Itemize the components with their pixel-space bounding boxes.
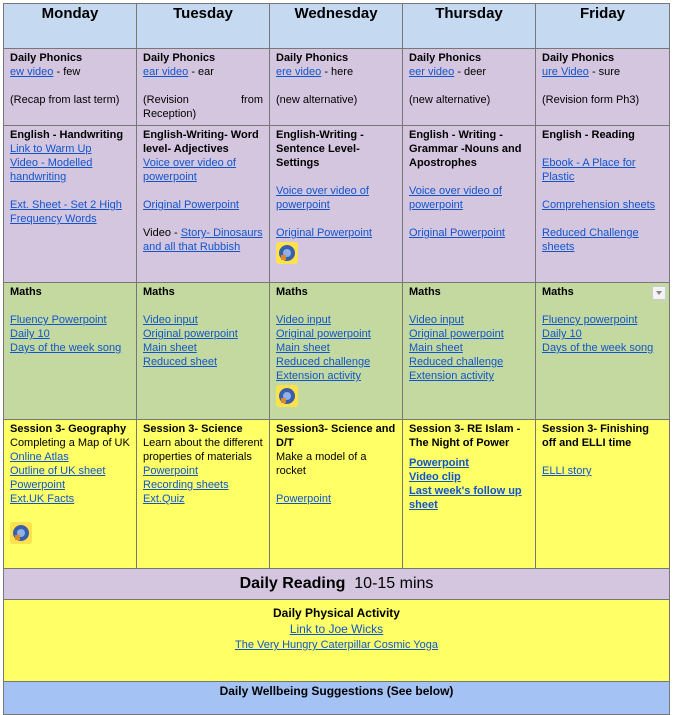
maths-monday [4,283,137,420]
session-title: Session 3- Geography [10,423,127,435]
english-tuesday [137,126,270,283]
session-title: Session 3- Finishing off and ELLI time [542,423,649,449]
maths-link[interactable]: Original powerpoint [409,328,504,340]
embedded-file-icon[interactable] [276,242,298,264]
english-wednesday [270,126,403,283]
session-tuesday [137,420,270,569]
phonics-sound: - sure [588,66,621,78]
session-link[interactable]: Ext.UK Facts [10,493,75,505]
session-link[interactable]: Powerpoint [409,457,469,469]
story-link[interactable]: Story- Dinosaurs and all that Rubbish [143,227,263,253]
timetable [3,3,669,715]
weekly-timetable [3,3,670,715]
handwriting-video-link[interactable]: Video - Modelled handwriting [10,157,93,183]
reading-row [4,569,670,600]
phonics-sound: - here [321,66,354,78]
maths-wednesday [270,283,403,420]
phonics-note-cont: Reception) [143,108,197,120]
maths-link[interactable]: Video input [143,314,198,326]
maths-link[interactable]: Fluency powerpoint [542,314,638,326]
maths-link[interactable]: Daily 10 [10,328,50,340]
story-video [143,226,263,254]
warm-up-link[interactable]: Link to Warm Up [10,143,92,155]
session-thursday [403,420,536,569]
note-part: (Revision [143,94,189,106]
maths-link[interactable]: Reduced sheet [143,356,217,368]
phonics-sound: - deer [454,66,487,78]
note-part: from [241,94,263,106]
english-friday [536,126,670,283]
phonics-link[interactable]: ure Video [542,66,589,78]
day-thursday: Thursday [403,4,536,49]
video-prefix: Video - [143,227,181,239]
maths-link[interactable]: Video input [276,314,331,326]
joe-wicks-link[interactable]: Link to Joe Wicks [289,622,384,636]
maths-row [4,283,670,420]
daily-reading [4,569,670,600]
wellbeing-row [4,682,670,715]
session-link[interactable]: Powerpoint [10,479,66,491]
session-friday [536,420,670,569]
phonics-note: (Recap from last term) [10,94,120,106]
session-link[interactable]: Video clip [409,471,461,483]
english-title: English - Reading [542,129,635,141]
maths-link[interactable]: Main sheet [409,342,463,354]
maths-friday [536,283,670,420]
phonics-thursday [403,49,536,126]
phonics-link[interactable]: ew video [10,66,54,78]
maths-link[interactable]: Days of the week song [542,342,654,354]
day-friday: Friday [536,4,670,49]
maths-thursday [403,283,536,420]
cell-dropdown-icon[interactable] [652,286,666,300]
english-monday [4,126,137,283]
phonics-link[interactable]: ere video [276,66,322,78]
session-title: Session 3- Science [143,423,243,435]
maths-link[interactable]: Main sheet [276,342,330,354]
session-text: Completing a Map of UK [10,437,130,449]
wellbeing-title: Daily Wellbeing Suggestions (See below) [219,684,454,698]
cosmic-yoga-link[interactable]: The Very Hungry Caterpillar Cosmic Yoga [235,639,438,651]
voice-over-link[interactable]: Voice over video of powerpoint [276,185,369,211]
session-link[interactable]: Recording sheets [143,479,229,491]
phonics-link[interactable]: ear video [143,66,189,78]
phonics-note [143,93,263,107]
session-link[interactable]: ELLI story [542,465,592,477]
maths-link[interactable]: Reduced challenge [409,356,504,368]
original-powerpoint-link[interactable]: Original Powerpoint [276,227,372,239]
maths-title: Maths [10,286,42,298]
maths-title: Maths [542,286,574,298]
voice-over-link[interactable]: Voice over video of powerpoint [409,185,502,211]
english-title: English - Handwriting [10,129,124,141]
voice-over-link[interactable]: Voice over video of powerpoint [143,157,236,183]
session-text: Make a model of a rocket [276,451,367,477]
original-powerpoint-link[interactable]: Original Powerpoint [409,227,505,239]
maths-link[interactable]: Original powerpoint [143,328,238,340]
pe-title: Daily Physical Activity [273,606,400,620]
session-link[interactable]: Ext.Quiz [143,493,185,505]
phonics-title: Daily Phonics [143,52,216,64]
maths-link[interactable]: Days of the week song [10,342,122,354]
reduced-challenge-link[interactable]: Reduced Challenge sheets [542,227,639,253]
embedded-file-icon[interactable] [276,385,298,407]
session-link[interactable]: Online Atlas [10,451,69,463]
phonics-note: (new alternative) [276,94,358,106]
maths-link[interactable]: Video input [409,314,464,326]
session-link[interactable]: Outline of UK sheet [10,465,106,477]
phonics-note: (Revision form Ph3) [542,94,640,106]
maths-title: Maths [276,286,308,298]
maths-tuesday [137,283,270,420]
maths-link[interactable]: Extension activity [276,370,361,382]
phonics-title: Daily Phonics [276,52,349,64]
day-wednesday: Wednesday [270,4,403,49]
day-tuesday: Tuesday [137,4,270,49]
english-title: English-Writing - Sentence Level-Settings [276,129,364,169]
session-title: Session 3- RE Islam - The Night of Power [409,423,521,449]
session-row [4,420,670,569]
maths-link[interactable]: Fluency Powerpoint [10,314,107,326]
comprehension-link[interactable]: Comprehension sheets [542,199,656,211]
phonics-sound: - ear [188,66,214,78]
phonics-tuesday [137,49,270,126]
header-row [4,4,670,49]
english-title: English - Writing - Grammar -Nouns and Apostrophes [409,129,522,169]
phonics-row [4,49,670,126]
phonics-title: Daily Phonics [542,52,615,64]
phonics-link[interactable]: eer video [409,66,455,78]
phonics-note: (new alternative) [409,94,491,106]
embedded-file-icon[interactable] [10,522,32,544]
session-title: Session3- Science and D/T [276,423,396,449]
maths-link[interactable]: Daily 10 [542,328,582,340]
english-row [4,126,670,283]
session-link[interactable]: Powerpoint [143,465,199,477]
phonics-sound: - few [53,66,81,78]
session-monday [4,420,137,569]
maths-link[interactable]: Reduced challenge [276,356,371,368]
session-wednesday [270,420,403,569]
maths-title: Maths [143,286,175,298]
english-title: English-Writing- Word level- Adjectives [143,129,259,155]
reading-mins: 10-15 mins [354,575,434,592]
ebook-link[interactable]: Ebook - A Place for Plastic [542,157,636,183]
pe-row [4,600,670,682]
daily-physical-activity [4,600,670,682]
daily-wellbeing [4,682,670,715]
day-monday: Monday [4,4,137,49]
phonics-title: Daily Phonics [409,52,482,64]
phonics-wednesday [270,49,403,126]
session-link[interactable]: Powerpoint [276,493,332,505]
session-link[interactable]: Last week's follow up sheet [409,485,522,511]
maths-link[interactable]: Extension activity [409,370,494,382]
english-thursday [403,126,536,283]
maths-link[interactable]: Main sheet [143,342,197,354]
phonics-monday [4,49,137,126]
reading-title: Daily Reading [239,575,346,592]
ext-sheet-link[interactable]: Ext. Sheet - Set 2 High Frequency Words [10,199,122,225]
maths-link[interactable]: Original powerpoint [276,328,371,340]
maths-title: Maths [409,286,441,298]
phonics-title: Daily Phonics [10,52,83,64]
phonics-friday [536,49,670,126]
original-powerpoint-link[interactable]: Original Powerpoint [143,199,239,211]
session-text: Learn about the different properties of materials [143,437,263,463]
